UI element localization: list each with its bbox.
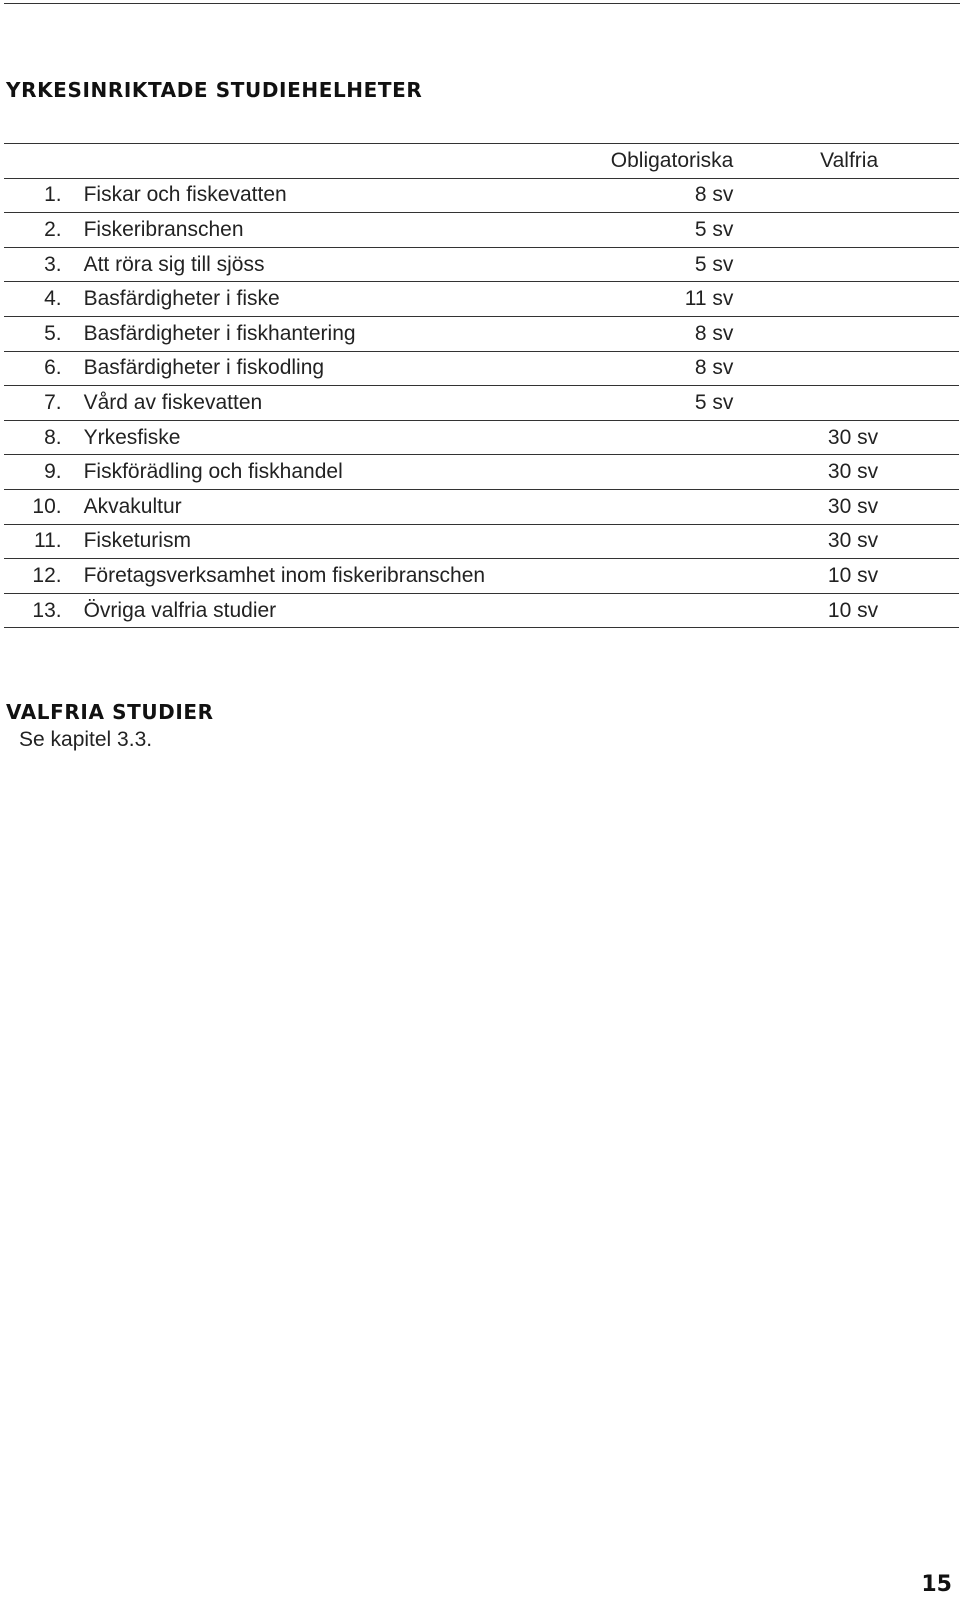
row-number: 8. [4,420,62,455]
row-valfria [733,213,878,248]
row-valfria [733,178,878,213]
row-number: 9. [4,455,62,490]
row-valfria: 10 sv [733,593,878,628]
section-title-elective: VALFRIA STUDIER [6,700,214,724]
row-pad [878,559,959,594]
row-pad [878,455,959,490]
row-number: 13. [4,593,62,628]
row-name: Företagsverksamhet inom fiskeribranschen [62,559,486,594]
row-name: Att röra sig till sjöss [62,247,486,282]
section-title-vocational: YRKESINRIKTADE STUDIEHELHETER [6,78,423,102]
header-pad [878,144,959,179]
row-pad [878,524,959,559]
row-number: 5. [4,316,62,351]
row-name: Fisketurism [62,524,486,559]
row-valfria [733,316,878,351]
row-name: Basfärdigheter i fiskodling [62,351,486,386]
row-obligatoriska: 5 sv [485,247,733,282]
row-pad [878,282,959,317]
row-pad [878,247,959,282]
row-number: 1. [4,178,62,213]
row-name: Övriga valfria studier [62,593,486,628]
row-obligatoriska [485,559,733,594]
row-obligatoriska [485,489,733,524]
row-name: Yrkesfiske [62,420,486,455]
table-row [4,524,959,559]
row-pad [878,420,959,455]
table-body [4,178,959,628]
row-name: Basfärdigheter i fiske [62,282,486,317]
row-obligatoriska: 5 sv [485,386,733,421]
table-row [4,386,959,421]
row-pad [878,489,959,524]
row-number: 11. [4,524,62,559]
table-row [4,489,959,524]
table-row [4,593,959,628]
row-obligatoriska [485,420,733,455]
row-pad [878,213,959,248]
row-number: 12. [4,559,62,594]
row-obligatoriska [485,593,733,628]
top-rule [4,3,960,4]
row-number: 4. [4,282,62,317]
row-number: 3. [4,247,62,282]
study-table [4,143,959,628]
row-name: Basfärdigheter i fiskhantering [62,316,486,351]
table-row [4,455,959,490]
elective-note: Se kapitel 3.3. [19,728,153,751]
table-row [4,420,959,455]
header-obligatoriska: Obligatoriska [485,144,733,179]
table-row [4,247,959,282]
row-valfria: 10 sv [733,559,878,594]
row-obligatoriska: 5 sv [485,213,733,248]
table-row [4,559,959,594]
row-valfria: 30 sv [733,489,878,524]
row-pad [878,593,959,628]
row-pad [878,351,959,386]
page-number: 15 [921,1572,952,1597]
row-pad [878,386,959,421]
row-pad [878,178,959,213]
row-valfria [733,386,878,421]
table-header-row [4,144,959,179]
header-num [4,144,62,179]
row-obligatoriska [485,455,733,490]
row-pad [878,316,959,351]
row-obligatoriska [485,524,733,559]
table-row [4,282,959,317]
row-name: Fiskar och fiskevatten [62,178,486,213]
row-name: Fiskförädling och fiskhandel [62,455,486,490]
row-valfria: 30 sv [733,420,878,455]
row-number: 7. [4,386,62,421]
row-obligatoriska: 8 sv [485,351,733,386]
row-valfria: 30 sv [733,524,878,559]
row-obligatoriska: 11 sv [485,282,733,317]
row-name: Vård av fiskevatten [62,386,486,421]
row-valfria [733,282,878,317]
row-number: 6. [4,351,62,386]
row-obligatoriska: 8 sv [485,178,733,213]
header-name [62,144,486,179]
header-valfria: Valfria [733,144,878,179]
row-valfria [733,351,878,386]
row-obligatoriska: 8 sv [485,316,733,351]
row-valfria [733,247,878,282]
table-row [4,178,959,213]
row-number: 10. [4,489,62,524]
row-name: Fiskeribranschen [62,213,486,248]
row-number: 2. [4,213,62,248]
table-row [4,213,959,248]
table-row [4,351,959,386]
row-valfria: 30 sv [733,455,878,490]
row-name: Akvakultur [62,489,486,524]
table-row [4,316,959,351]
